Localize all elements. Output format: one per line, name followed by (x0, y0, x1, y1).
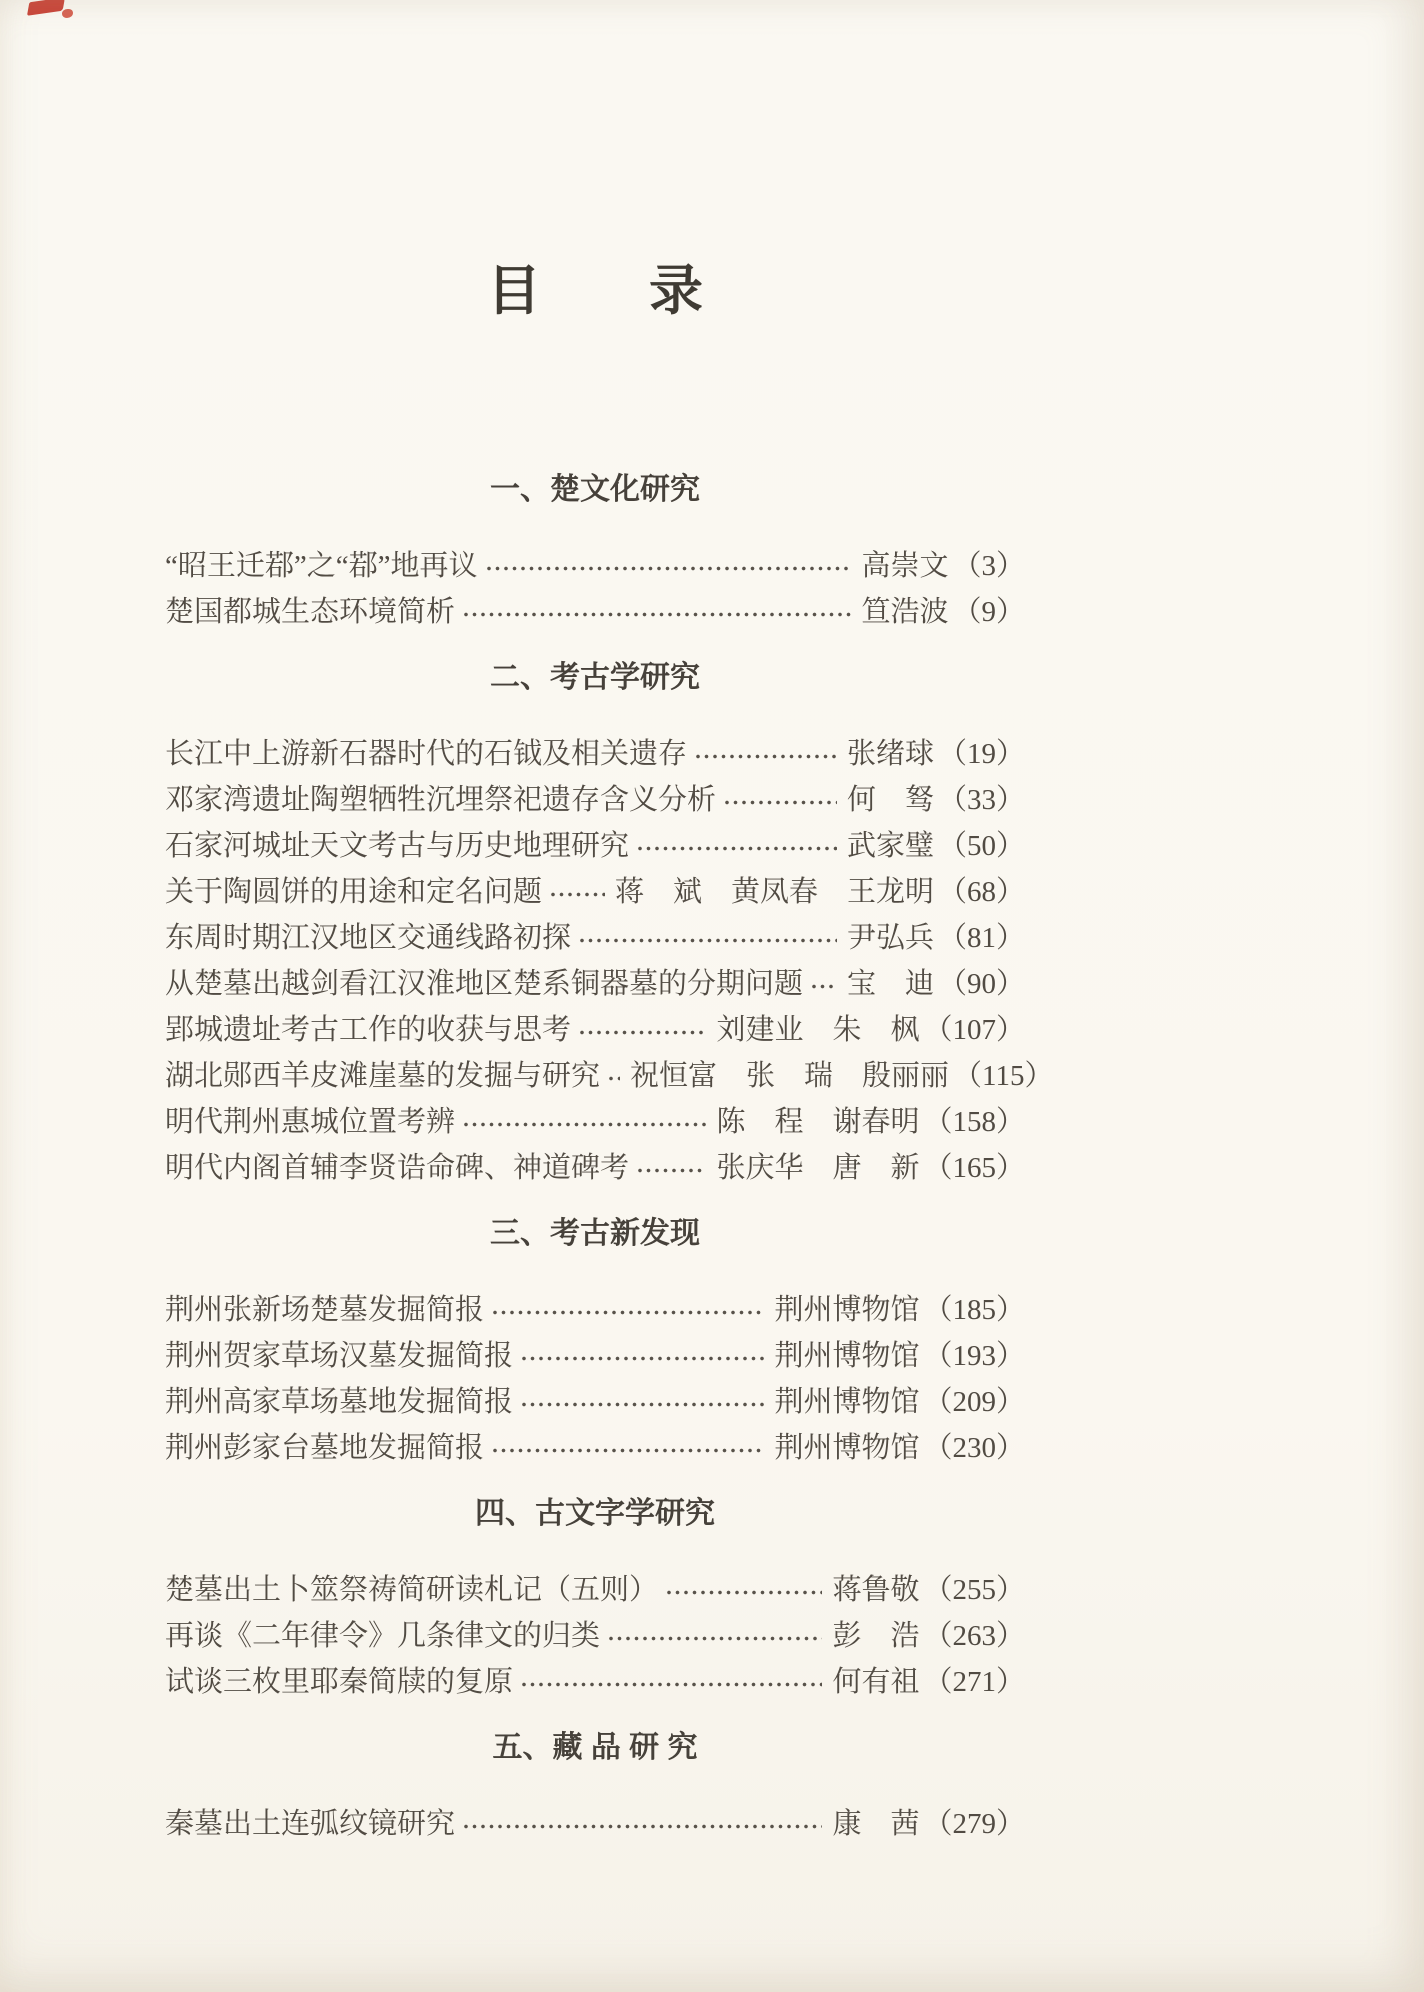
toc-entry (165, 820, 1025, 866)
dot-leader (463, 1823, 822, 1830)
toc-entry (165, 1656, 1025, 1702)
entry-page-number: （158） (923, 1105, 1025, 1138)
dot-leader (608, 1075, 620, 1082)
entry-page-number: （33） (937, 783, 1025, 816)
entry-authors: 笪浩波 (861, 595, 949, 628)
dot-leader (666, 1589, 822, 1596)
red-scan-artifact-icon (27, 0, 65, 16)
entry-page-number: （90） (937, 967, 1025, 1000)
entry-authors: 彭 浩 (832, 1619, 920, 1652)
toc-entry (165, 1376, 1025, 1422)
entry-title: 长江中上游新石器时代的石钺及相关遗存 (165, 737, 688, 770)
dot-leader (463, 1121, 706, 1128)
entry-title: 荆州高家草场墓地发掘简报 (165, 1385, 514, 1418)
entry-authors: 蒋鲁敬 (832, 1573, 920, 1606)
entry-page-number: （263） (923, 1619, 1025, 1652)
toc-entry (165, 1284, 1025, 1330)
entry-page-number: （209） (923, 1385, 1025, 1418)
page-title: 目 录 (487, 261, 703, 321)
dot-leader (695, 753, 837, 760)
section-heading: 四、古文字学研究 (475, 1497, 715, 1530)
entry-page-number: （165） (923, 1151, 1025, 1184)
entry-title: 明代内阁首辅李贤诰命碑、神道碑考 (165, 1151, 630, 1184)
dot-leader (521, 1401, 764, 1408)
toc-entry (165, 1004, 1025, 1050)
section-entries (165, 728, 1054, 1188)
entry-title: 楚国都城生态环境简析 (165, 595, 456, 628)
section-heading: 三、考古新发现 (490, 1217, 700, 1250)
toc-entry (165, 866, 1025, 912)
entry-authors: 张绪球 (846, 737, 934, 770)
toc-entry (165, 1050, 1054, 1096)
entry-title: 荆州贺家草场汉墓发掘简报 (165, 1339, 514, 1372)
dot-leader (811, 983, 837, 990)
toc-section-collection-studies (165, 1728, 1025, 1844)
section-heading: 二、考古学研究 (490, 661, 700, 694)
entry-authors: 何 驽 (846, 783, 934, 816)
toc-entry (165, 1564, 1025, 1610)
entry-page-number: （255） (923, 1573, 1025, 1606)
entry-page-number: （271） (923, 1665, 1025, 1698)
entry-title: 秦墓出土连弧纹镜研究 (165, 1807, 456, 1840)
toc-entry (165, 1422, 1025, 1468)
entry-title: 试谈三枚里耶秦简牍的复原 (165, 1665, 514, 1698)
entry-title: 石家河城址天文考古与历史地理研究 (165, 829, 630, 862)
entry-page-number: （9） (952, 595, 1025, 628)
entry-authors: 张庆华 唐 新 (716, 1151, 920, 1184)
dot-leader (637, 1167, 706, 1174)
dot-leader (486, 565, 852, 572)
toc-entry (165, 1096, 1025, 1142)
section-heading: 一、楚文化研究 (490, 473, 700, 506)
section-entries (165, 540, 1025, 632)
toc-entry (165, 958, 1025, 1004)
entry-page-number: （19） (937, 737, 1025, 770)
entry-page-number: （193） (923, 1339, 1025, 1372)
entry-title: 邓家湾遗址陶塑牺牲沉埋祭祀遗存含义分析 (165, 783, 717, 816)
entry-title: 再谈《二年律令》几条律文的归类 (165, 1619, 601, 1652)
entry-authors: 高崇文 (861, 549, 949, 582)
toc-section-chu-culture (165, 470, 1025, 632)
entry-page-number: （115） (953, 1059, 1054, 1092)
entry-title: 湖北郧西羊皮滩崖墓的发掘与研究 (165, 1059, 601, 1092)
entry-page-number: （230） (923, 1431, 1025, 1464)
entry-authors: 刘建业 朱 枫 (716, 1013, 920, 1046)
entry-authors: 蒋 斌 黄凤春 王龙明 (614, 875, 934, 908)
entry-authors: 荆州博物馆 (774, 1431, 920, 1464)
entry-authors: 陈 程 谢春明 (716, 1105, 920, 1138)
toc-entry (165, 1330, 1025, 1376)
entry-authors: 荆州博物馆 (774, 1385, 920, 1418)
entry-title: 东周时期江汉地区交通线路初探 (165, 921, 572, 954)
dot-leader (579, 937, 837, 944)
entry-authors: 何有祖 (832, 1665, 920, 1698)
entry-title: 关于陶圆饼的用途和定名问题 (165, 875, 543, 908)
dot-leader (637, 845, 837, 852)
entry-title: 荆州张新场楚墓发掘简报 (165, 1293, 485, 1326)
entry-page-number: （68） (937, 875, 1025, 908)
toc-entry (165, 540, 1025, 586)
toc-section-paleography (165, 1494, 1025, 1702)
entry-title: 楚墓出土卜筮祭祷简研读札记（五则） (165, 1573, 659, 1606)
entry-authors: 荆州博物馆 (774, 1339, 920, 1372)
entry-authors: 康 茜 (832, 1807, 920, 1840)
toc-entry (165, 728, 1025, 774)
entry-title: 明代荆州惠城位置考辨 (165, 1105, 456, 1138)
section-heading: 五、藏 品 研 究 (492, 1731, 698, 1764)
entry-authors: 祝恒富 张 瑞 殷丽丽 (630, 1059, 950, 1092)
toc-section-archaeology (165, 658, 1054, 1188)
entry-page-number: （50） (937, 829, 1025, 862)
entry-title: 荆州彭家台墓地发掘简报 (165, 1431, 485, 1464)
dot-leader (521, 1355, 764, 1362)
toc-section-new-discoveries (165, 1214, 1025, 1468)
dot-leader (550, 891, 605, 898)
toc-entry (165, 1142, 1025, 1188)
entry-title: 郢城遗址考古工作的收获与思考 (165, 1013, 572, 1046)
toc-entry (165, 586, 1025, 632)
toc-content (165, 0, 1054, 1844)
dot-leader (463, 611, 851, 618)
entry-authors: 尹弘兵 (846, 921, 934, 954)
toc-entry (165, 912, 1025, 958)
entry-title: 从楚墓出越剑看江汉淮地区楚系铜器墓的分期问题 (165, 967, 804, 1000)
entry-page-number: （107） (923, 1013, 1025, 1046)
dot-leader (579, 1029, 706, 1036)
dot-leader (608, 1635, 822, 1642)
dot-leader (492, 1447, 764, 1454)
entry-page-number: （279） (923, 1807, 1025, 1840)
section-entries (165, 1284, 1025, 1468)
entry-authors: 荆州博物馆 (774, 1293, 920, 1326)
entry-page-number: （185） (923, 1293, 1025, 1326)
toc-entry (165, 1798, 1025, 1844)
red-scan-artifact-icon (62, 9, 73, 18)
dot-leader (492, 1309, 764, 1316)
entry-title: “昭王迁鄀”之“鄀”地再议 (165, 549, 478, 582)
toc-entry (165, 774, 1025, 820)
toc-entry (165, 1610, 1025, 1656)
entry-page-number: （81） (937, 921, 1025, 954)
section-entries (165, 1798, 1025, 1844)
entry-page-number: （3） (952, 549, 1025, 582)
entry-authors: 宝 迪 (846, 967, 934, 1000)
entry-authors: 武家璧 (846, 829, 934, 862)
section-entries (165, 1564, 1025, 1702)
dot-leader (724, 799, 837, 806)
dot-leader (521, 1681, 822, 1688)
